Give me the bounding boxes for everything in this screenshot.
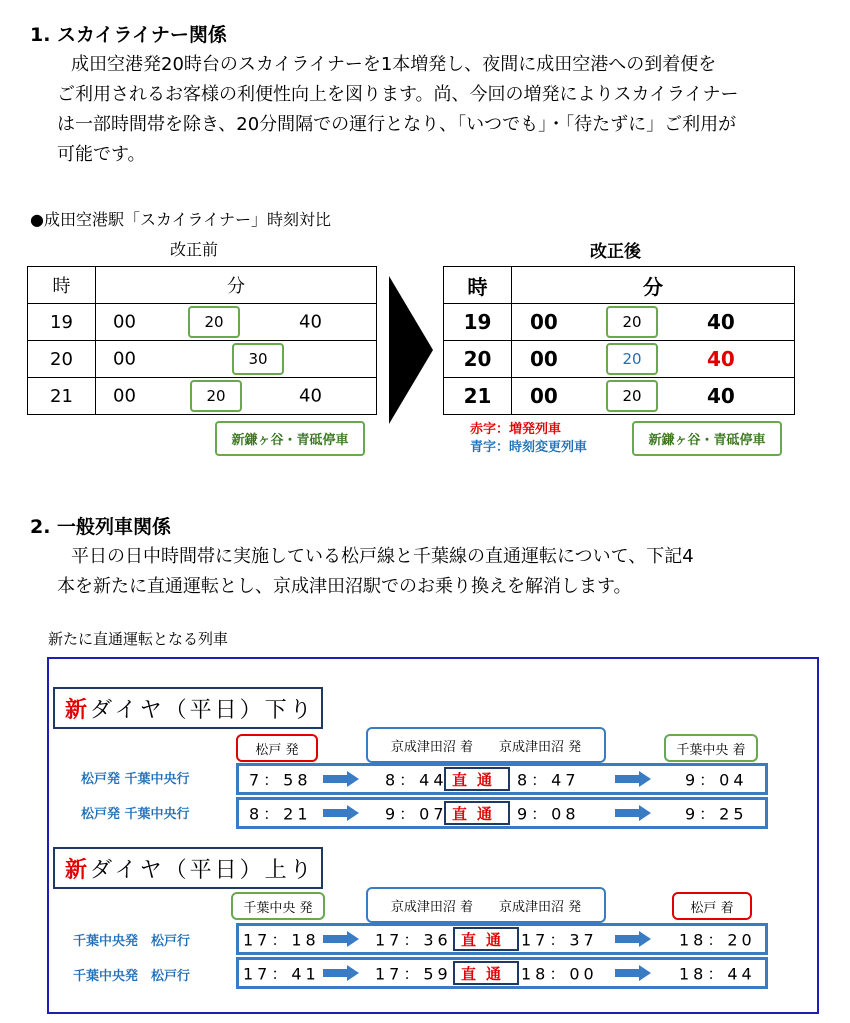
min-cell: 00 [113,348,136,370]
up-title [53,847,323,889]
after-col-hour: 時 [444,267,512,304]
arr-mid-time: 8：44 [385,770,448,790]
dep-mid-time: 18：00 [521,964,598,984]
min-cell: 40 [299,385,322,407]
train-row [236,957,768,989]
station-start: 松戸 発 [236,734,318,762]
title-text: ダイヤ（平日）上り [90,857,315,883]
section1-heading: 1. スカイライナー関係 [30,24,227,46]
min-cell-boxed: 20 [190,380,242,412]
dep-mid-time: 9：08 [517,804,580,824]
before-col-hour: 時 [28,267,96,304]
train-row [236,763,768,795]
station-start: 千葉中央 発 [231,892,325,920]
arrow-icon [323,805,359,821]
hour-cell: 19 [28,304,96,341]
train-label: 松戸発 千葉中央行 [81,807,190,822]
arr-mid-time: 9：07 [385,804,448,824]
station-end: 千葉中央 着 [664,734,758,762]
train-row [236,923,768,955]
arr-time: 9：25 [685,804,748,824]
train-label: 松戸発 千葉中央行 [81,772,190,787]
arr-mid-time: 17：36 [375,930,452,950]
table-row [28,341,377,378]
section2-heading: 2. 一般列車関係 [30,516,172,538]
dep-mid-time: 17：37 [521,930,598,950]
train-label: 千葉中央発 松戸行 [73,969,191,984]
min-cell: 40 [707,310,735,334]
min-cell-changed: 20 [606,343,658,375]
new-mark: 新 [65,857,91,883]
hour-cell: 21 [444,378,512,415]
arrow-icon [615,805,651,821]
legend-blue: 青字：時刻変更列車 [470,440,588,455]
dep-mid-time: 8：47 [517,770,580,790]
dep-time: 8：21 [249,804,312,824]
legend-red: 赤字：増発列車 [470,422,562,437]
para-line: 本を新たに直通運転とし、京成津田沼駅でのお乗り換えを解消します。 [57,576,632,597]
dep-time: 17：41 [243,964,320,984]
through-caption: 新たに直通運転となる列車 [48,630,229,648]
min-cell-boxed: 20 [606,306,658,338]
min-cell: 40 [299,311,322,333]
train-row [236,797,768,829]
arr-time: 18：44 [679,964,756,984]
hour-cell: 19 [444,304,512,341]
train-label: 千葉中央発 松戸行 [73,934,191,949]
para-line: は一部時間帯を除き、20分間隔での運行となり、「いつでも」・「待たずに」ご利用が [57,114,737,135]
min-cell-boxed: 20 [606,380,658,412]
table-row [28,378,377,415]
arrow-icon [615,771,651,787]
min-cell: 00 [113,385,136,407]
through-badge: 直通 [444,767,510,791]
station-mid: 京成津田沼 着 京成津田沼 発 [366,887,606,923]
before-caption: 改正前 [170,240,219,259]
min-cell: 00 [113,311,136,333]
before-col-min: 分 [96,267,377,304]
section1-paragraph [57,50,827,170]
min-cell-boxed: 20 [188,306,240,338]
min-cell: 00 [530,310,558,334]
arr-mid-time: 17：59 [375,964,452,984]
arrow-icon [323,931,359,947]
para-line: 平日の日中時間帯に実施している松戸線と千葉線の直通運転について、下記4 [71,546,694,567]
compare-title: ●成田空港駅「スカイライナー」時刻対比 [30,210,332,229]
after-caption: 改正後 [590,242,641,262]
station-mid: 京成津田沼 着 京成津田沼 発 [366,727,606,763]
title-text: ダイヤ（平日）下り [90,697,315,723]
table-row [444,304,795,341]
dep-time: 7：58 [249,770,312,790]
hour-cell: 21 [28,378,96,415]
arr-time: 9：04 [685,770,748,790]
para-line: 可能です。 [57,144,146,165]
arrow-right-icon [389,276,433,424]
through-badge: 直通 [453,961,519,985]
min-cell-added: 40 [707,347,735,371]
after-col-min: 分 [512,267,795,304]
through-badge: 直通 [453,927,519,951]
through-badge: 直通 [444,801,510,825]
after-timetable [443,266,795,415]
table-row [28,304,377,341]
para-line: 成田空港発20時台のスカイライナーを1本増発し、夜間に成田空港への到着便を [71,54,717,75]
before-timetable [27,266,377,415]
arr-time: 18：20 [679,930,756,950]
min-cell: 00 [530,347,558,371]
before-stop-note: 新鎌ヶ谷・青砥停車 [215,421,365,456]
arrow-icon [615,931,651,947]
arrow-icon [323,771,359,787]
min-cell: 40 [707,384,735,408]
down-title [53,687,323,729]
hour-cell: 20 [444,341,512,378]
new-mark: 新 [65,697,91,723]
para-line: ご利用されるお客様の利便性向上を図ります。尚、今回の増発によりスカイライナー [57,84,739,105]
section2-paragraph [57,542,827,602]
after-stop-note: 新鎌ヶ谷・青砥停車 [632,421,782,456]
station-end: 松戸 着 [672,892,752,920]
hour-cell: 20 [28,341,96,378]
arrow-icon [323,965,359,981]
min-cell-boxed: 30 [232,343,284,375]
table-row [444,341,795,378]
arrow-icon [615,965,651,981]
table-row [444,378,795,415]
dep-time: 17：18 [243,930,320,950]
min-cell: 00 [530,384,558,408]
